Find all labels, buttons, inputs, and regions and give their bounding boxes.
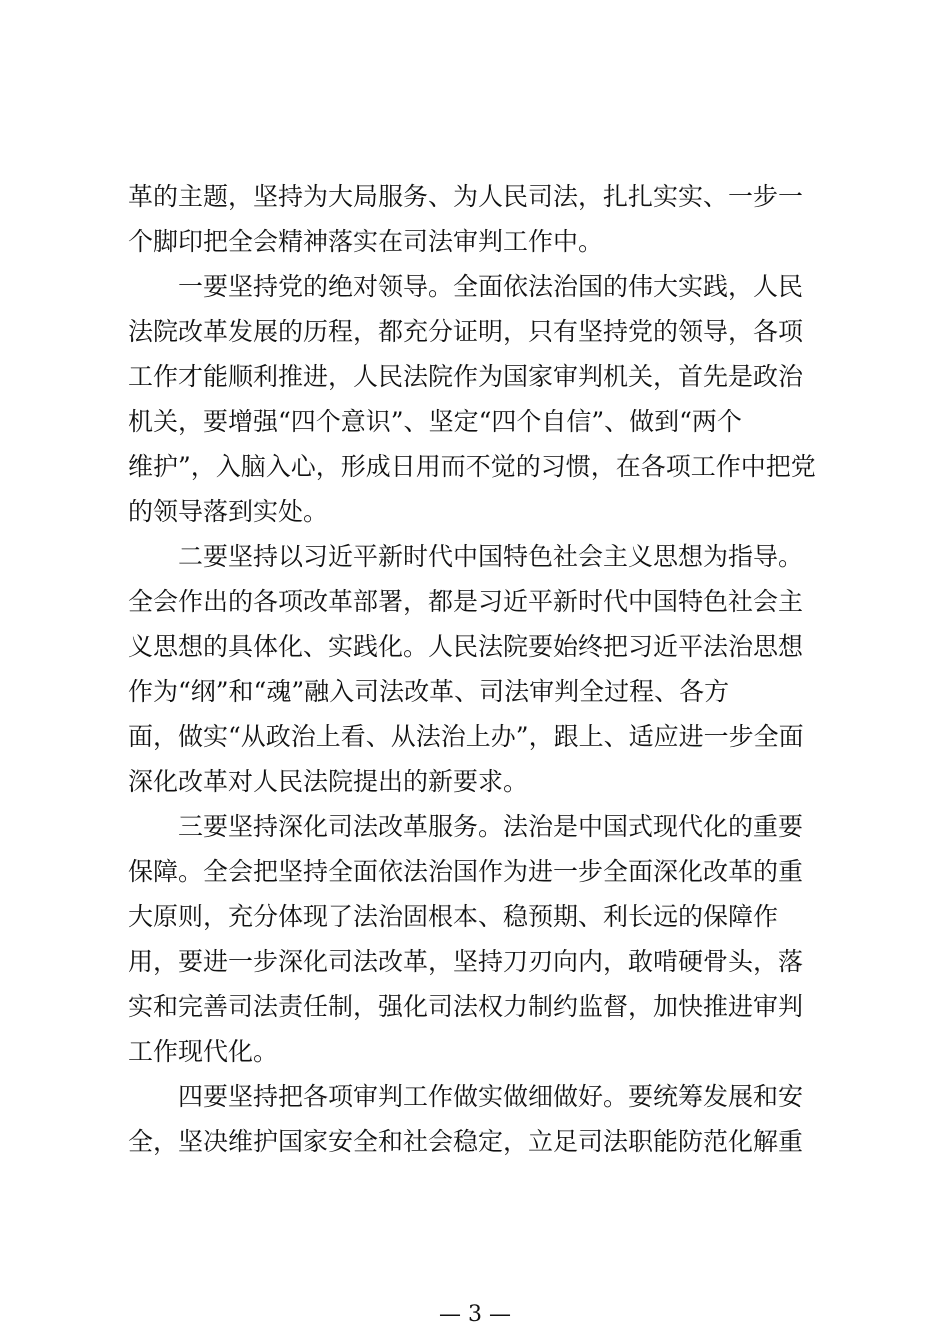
text-line: 工作现代化。 <box>128 1037 279 1066</box>
text-line: 维护”，入脑入心，形成日用而不觉的习惯，在各项工作中把党 <box>128 452 816 481</box>
text-line: 法院改革发展的历程，都充分证明，只有坚持党的领导，各项 <box>128 317 804 346</box>
text-line: 作为“纲”和“魂”融入司法改革、司法审判全过程、各方 <box>128 677 730 706</box>
text-line: 个脚印把全会精神落实在司法审判工作中。 <box>128 227 604 256</box>
text-line: 机关，要增强“四个意识”、坚定“四个自信”、做到“两个 <box>128 407 742 436</box>
text-line: 深化改革对人民法院提出的新要求。 <box>128 767 529 796</box>
text-line: 革的主题，坚持为大局服务、为人民司法，扎扎实实、一步一 <box>128 182 804 211</box>
text-line: 大原则，充分体现了法治固根本、稳预期、利长远的保障作 <box>128 902 779 931</box>
text-line: 工作才能顺利推进，人民法院作为国家审判机关，首先是政治 <box>128 362 804 391</box>
page-number: — 3 — <box>439 1302 511 1327</box>
text-line: 用，要进一步深化司法改革，坚持刀刃向内，敢啃硬骨头，落 <box>128 947 804 976</box>
text-line: 全会作出的各项改革部署，都是习近平新时代中国特色社会主 <box>128 587 804 616</box>
text-line: 义思想的具体化、实践化。人民法院要始终把习近平法治思想 <box>128 632 804 661</box>
paragraph-start-line: 一要坚持党的绝对领导。全面依法治国的伟大实践，人民 <box>178 272 804 301</box>
text-line: 全，坚决维护国家安全和社会稳定，立足司法职能防范化解重 <box>128 1127 804 1156</box>
text-line: 保障。全会把坚持全面依法治国作为进一步全面深化改革的重 <box>128 857 804 886</box>
paragraph-start-line: 三要坚持深化司法改革服务。法治是中国式现代化的重要 <box>178 812 804 841</box>
text-line: 面，做实“从政治上看、从法治上办”，跟上、适应进一步全面 <box>128 722 804 751</box>
text-line: 实和完善司法责任制，强化司法权力制约监督，加快推进审判 <box>128 992 804 1021</box>
paragraph-start-line: 二要坚持以习近平新时代中国特色社会主义思想为指导。 <box>178 542 804 571</box>
paragraph-start-line: 四要坚持把各项审判工作做实做细做好。要统筹发展和安 <box>178 1082 804 1111</box>
text-line: 的领导落到实处。 <box>128 497 329 526</box>
